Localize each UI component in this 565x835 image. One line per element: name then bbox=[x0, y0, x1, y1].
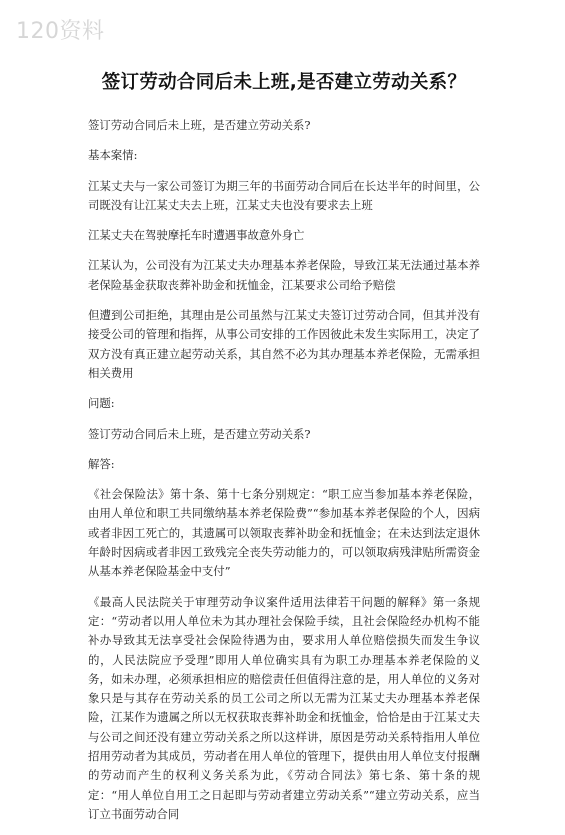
watermark-logo: 120资料 bbox=[16, 19, 105, 44]
paragraph-heading-question: 签订劳动合同后未上班，是否建立劳动关系? bbox=[88, 118, 311, 132]
document-page bbox=[88, 68, 480, 835]
document-title: 签订劳动合同后未上班,是否建立劳动关系？ bbox=[101, 72, 467, 93]
paragraph-case-background: 江某丈夫与一家公司签订为期三年的书面劳动合同后在长达半年的时间里，公司既没有让江某丈夫去上班，江某丈夫也没有要求去上班 bbox=[88, 178, 480, 212]
paragraph-answer-label: 解答: bbox=[88, 456, 115, 471]
paragraph-accident: 江某丈夫在驾驶摩托车时遭遇事故意外身亡 bbox=[88, 228, 305, 243]
paragraph-question: 签订劳动合同后未上班，是否建立劳动关系? bbox=[88, 426, 311, 441]
paragraph-question-label: 问题: bbox=[88, 396, 115, 411]
paragraph-social-insurance-law: 《社会保险法》第十条、第十七条分别规定：“职工应当参加基本养老保险，由用人单位和职工共同缴纳基本养老保险费”“参加基本养老保险的个人，因病或者非因工死亡的，其遗属可以领取丧葬补助金和抚恤金；在未达到法定退休年龄时因病或者非因工致残完全丧失劳动能力的，可以领取病残津贴所需资金从基本养老保险基金中支付” bbox=[88, 487, 480, 579]
paragraph-case-label: 基本案情: bbox=[88, 148, 138, 163]
paragraph-supreme-court-interpretation: 《最高人民法院关于审理劳动争议案件适用法律若干问题的解释》第一条规定：“劳动者以用人单位未为其办理社会保险手续，且社会保险经办机构不能补办导致其无法享受社会保险待遇为由，要求用人单位赔偿损失而发生争议的，人民法院应予受理”即用人单位确实具有为职工办理基本养老保险的义务，如未办理，必须承担相应的赔偿责任但值得注意的是，用人单位的义务对象只是与其存在劳动关系的员工公司之所以无需为江某丈夫办理基本养老保险，江某作为遗属之所以无权获取丧葬补助金和抚恤金，恰恰是由于江某丈夫与公司之间还没有建立劳动关系之所以这样讲，原因是劳动关系特指用人单位招用劳动者为其成员，劳动者在用人单位的管理下，提供由用人单位支付报酬的劳动而产生的权利义务关系为此，《劳动合同法》第七条、第十条的规定：“用人单位自用工之日起即与劳动者建立劳动关系”“建立劳动关系，应当订立书面劳动合同 bbox=[88, 594, 480, 821]
paragraph-claim: 江某认为，公司没有为江某丈夫办理基本养老保险，导致江某无法通过基本养老保险基金获取丧葬补助金和抚恤金，江某要求公司给予赔偿 bbox=[88, 258, 480, 292]
paragraph-company-reply: 但遭到公司拒绝，其理由是公司虽然与江某丈夫签订过劳动合同，但其并没有接受公司的管理和指挥，从事公司安排的工作因彼此未发生实际用工，决定了双方没有真正建立起劳动关系，其自然不必为其办理基本养老保险，无需承担相关费用 bbox=[88, 308, 480, 380]
